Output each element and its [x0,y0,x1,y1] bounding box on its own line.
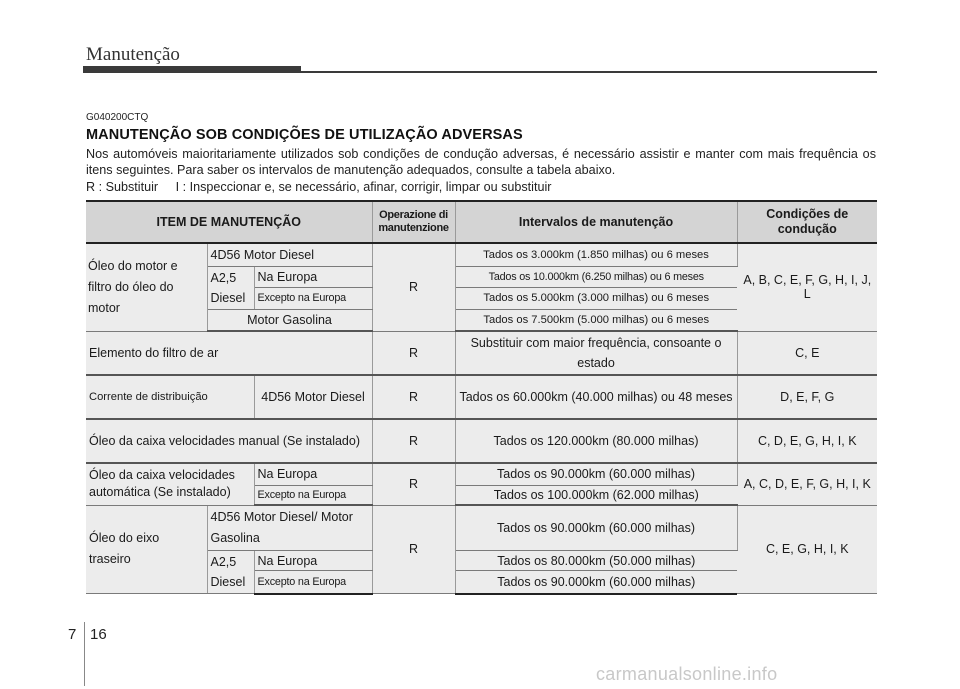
axle-diesel: Diesel [210,575,246,589]
auto-interval-2: Tados os 100.000km (62.000 milhas) [455,485,737,505]
oil-europe: Na Europa [254,266,372,288]
legend-replace: R : Substituir [86,180,159,194]
oil-operation: R [372,243,455,331]
oil-interval-1: Tados os 3.000km (1.850 milhas) ou 6 meses [455,243,737,266]
oil-a25: A2,5 [210,270,237,285]
axle-item: Óleo do eixo traseiro [86,505,207,594]
page-number-divider [84,622,85,686]
air-operation: R [372,331,455,375]
table-row [86,243,877,266]
axle-a25-diesel [207,551,254,594]
table-row [86,419,877,463]
oil-diesel: Diesel [210,290,246,305]
chain-operation: R [372,375,455,419]
axle-a25: A2,5 [210,555,237,569]
chain-item: Corrente de distribuição [86,375,254,419]
axle-interval-1: Tados os 90.000km (60.000 milhas) [455,505,737,551]
header-operation: Operazione di manutenzione [372,201,455,243]
page-number: 16 [90,626,107,643]
manual-item: Óleo da caixa velocidades manual (Se instalado) [86,419,372,463]
page-header-title: Manutenção [86,44,180,65]
air-conditions: C, E [737,331,877,375]
watermark: carmanualsonline.info [596,664,778,684]
chain-engine: 4D56 Motor Diesel [254,375,372,419]
oil-interval-2: Tados os 10.000km (6.250 milhas) ou 6 meses [455,266,737,288]
page-chapter: 7 [68,626,77,643]
auto-conditions: A, C, D, E, F, G, H, I, K [737,463,877,505]
oil-interval-4: Tados os 7.500km (5.000 milhas) ou 6 meses [455,309,737,331]
header-interval: Intervalos de manutenção [455,201,737,243]
manual-operation: R [372,419,455,463]
axle-except-europe: Excepto na Europa [254,571,372,594]
axle-conditions: C, E, G, H, I, K [737,505,877,594]
auto-except-europe: Excepto na Europa [254,485,372,505]
axle-engines: 4D56 Motor Diesel/ Motor Gasolina [207,505,372,551]
header-rule-thick [83,66,301,73]
oil-conditions: A, B, C, E, F, G, H, I, J, L [737,243,877,331]
chain-conditions: D, E, F, G [737,375,877,419]
air-interval: Substituir com maior frequência, consoante o estado [455,331,737,375]
table-row [86,463,877,485]
oil-gasoline: Motor Gasolina [207,309,372,331]
legend-inspect: I : Inspeccionar e, se necessário, afinar, corrigir, limpar ou substituir [175,180,552,194]
section-code: G040200CTQ [86,112,149,123]
oil-interval-3: Tados os 5.000km (3.000 milhas) ou 6 meses [455,288,737,310]
header-item: ITEM DE MANUTENÇÃO [86,201,372,243]
manual-conditions: C, D, E, G, H, I, K [737,419,877,463]
air-item: Elemento do filtro de ar [86,331,372,375]
auto-item: Óleo da caixa velocidades automática (Se instalado) [86,463,254,505]
chain-interval: Tados os 60.000km (40.000 milhas) ou 48 meses [455,375,737,419]
header-rule-thin [301,71,877,73]
header-conditions: Condições de condução [737,201,877,243]
manual-interval: Tados os 120.000km (80.000 milhas) [455,419,737,463]
section-intro: Nos automóveis maioritariamente utilizados sob condições de condução adversas, é necessário assistir e manter com mais frequência os itens seguintes. Para saber os intervalos de manutenção adequados, consulte a tabela abaixo. [86,147,876,177]
oil-a25-diesel [207,266,254,309]
axle-interval-3: Tados os 90.000km (60.000 milhas) [455,571,737,594]
oil-except-europe: Excepto na Europa [254,288,372,310]
auto-europe: Na Europa [254,463,372,485]
axle-europe: Na Europa [254,551,372,571]
section-heading: MANUTENÇÃO SOB CONDIÇÕES DE UTILIZAÇÃO ADVERSAS [86,127,523,143]
table-header-row [86,201,877,243]
table-row [86,331,877,375]
legend [86,180,565,194]
table-row [86,505,877,551]
axle-operation: R [372,505,455,594]
maintenance-table [86,200,877,595]
auto-interval-1: Tados os 90.000km (60.000 milhas) [455,463,737,485]
table-row [86,375,877,419]
axle-interval-2: Tados os 80.000km (50.000 milhas) [455,551,737,571]
oil-item: Óleo do motor e filtro do óleo do motor [86,243,207,331]
auto-operation: R [372,463,455,505]
oil-diesel-engine: 4D56 Motor Diesel [207,243,372,266]
